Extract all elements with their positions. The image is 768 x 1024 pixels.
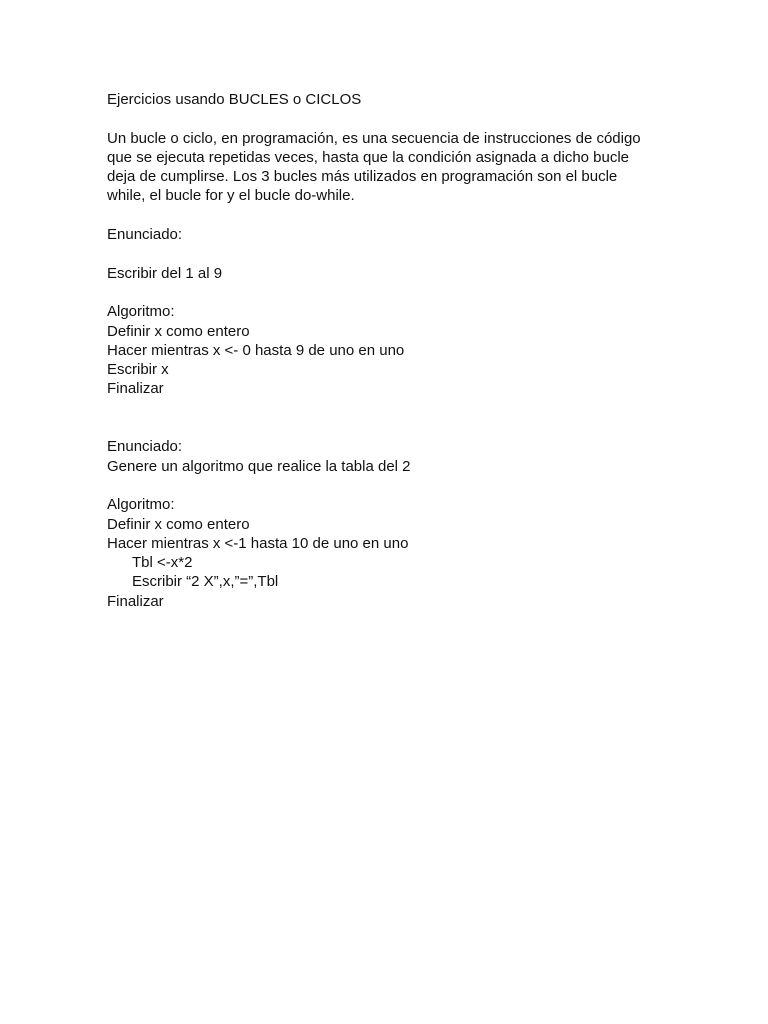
spacer — [107, 476, 667, 495]
spacer — [107, 283, 667, 302]
exercise-1-heading: Enunciado: — [107, 226, 183, 244]
exercise-2-heading: Enunciado: — [107, 438, 183, 456]
algorithm-step: Definir x como entero — [107, 322, 250, 340]
algorithm-step: Hacer mientras x <-1 hasta 10 de uno en uno — [107, 534, 409, 552]
exercise-1-algorithm-heading: Algoritmo: — [107, 303, 175, 321]
algorithm-step: Finalizar — [107, 592, 164, 610]
spacer — [107, 244, 667, 263]
exercise-2-algorithm-heading: Algoritmo: — [107, 496, 175, 514]
algorithm-step: Escribir x — [107, 361, 169, 379]
spacer — [107, 399, 667, 438]
intro-line: que se ejecuta repetidas veces, hasta que la condición asignada a dicho bucle — [107, 148, 630, 166]
exercise-2 — [107, 437, 667, 611]
intro-line: while, el bucle for y el bucle do-while. — [107, 187, 355, 205]
exercise-2-statement: Genere un algoritmo que realice la tabla del 2 — [107, 457, 411, 475]
exercise-1-statement: Escribir del 1 al 9 — [107, 264, 223, 282]
algorithm-inner-step: Escribir “2 X”,x,”=”,Tbl — [132, 573, 279, 591]
algorithm-step: Hacer mientras x <- 0 hasta 9 de uno en uno — [107, 341, 405, 359]
spacer — [107, 206, 667, 225]
spacer — [107, 109, 667, 128]
algorithm-step: Finalizar — [107, 380, 164, 398]
exercise-1 — [107, 225, 667, 399]
intro-line: Un bucle o ciclo, en programación, es una secuencia de instrucciones de código — [107, 129, 641, 147]
document-page — [107, 90, 667, 611]
algorithm-step: Definir x como entero — [107, 515, 250, 533]
document-title: Ejercicios usando BUCLES o CICLOS — [107, 91, 362, 108]
algorithm-inner-step: Tbl <-x*2 — [132, 554, 193, 572]
intro-line: deja de cumplirse. Los 3 bucles más utilizados en programación son el bucle — [107, 168, 618, 186]
intro-paragraph — [107, 129, 667, 206]
